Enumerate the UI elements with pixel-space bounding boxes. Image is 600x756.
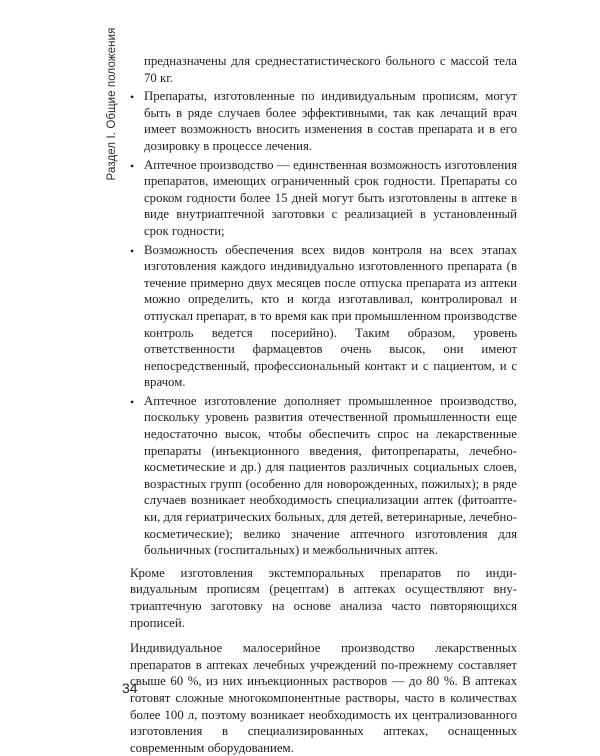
page-body <box>130 53 517 756</box>
paragraph: Индивидуальное малосерийное производство лекарственных препаратов в аптеках лечебных учреждений по-прежнему составляет свыше 60 %, из них инъекционных растворов — до 80 %. В аптеках готовят сложные многокомпонентные растворы, часто в количествах более 100 л, поэтому возникает необходимость их централизованного изготовления в специализированных аптеках, оснащенных современным оборудованием. <box>130 641 517 755</box>
paragraph: Кроме изготовления экстемпоральных препаратов по индивидуальным прописям (рецептам) в аптеках осуществляют внутриаптечную заготовку на основе анализа часто повторяющихся прописей. <box>130 565 517 630</box>
intro-text: предназначены для среднестатистического больного с массой тела 70 кг. <box>144 54 517 85</box>
running-header: Раздел I. Общие положения <box>106 27 118 181</box>
bullet-icon: • <box>130 394 135 409</box>
list-item <box>130 88 517 154</box>
list-item-text: Препараты, изготовленные по индивидуальным прописям, могут быть в ряде случаев более эффективными, так как лечащий врач имеет возможность вносить изменения в состав препарата и в его дозировку в процессе лечения. <box>144 89 517 153</box>
list-item <box>130 157 517 240</box>
list-item <box>130 242 517 391</box>
list-item-text: Возможность обеспечения всех видов контроля на всех этапах изготовления каждого индивидуально изготовленного препарата (в течение примерно двух месяцев после отпуска препарата из аптеки можно определить, кто и когда изготавливал, контролировал и отпускал препарат, в то время как при промышленном производстве контроль ведется посерийно). Таким образом, уровень ответственности фармацевтов очень высок, они имеют непосредственный, профессиональный контакт и с пациентом, и с врачом. <box>144 242 517 390</box>
list-item <box>130 393 517 559</box>
bullet-icon: • <box>130 243 135 258</box>
list-item-text: Аптечное изготовление дополняет промышленное производство, поскольку уровень развития отечественной промышленности еще недостаточно высок, чтобы обеспечить спрос на лекарственные препараты (инъекционного введения, фитопрепараты, лечебно-косметические и др.) для пациентов различных социальных слоев, возрастных групп (особенно для новорожденных, пожилых); в ряде случаев возникает необходимость специализации аптек (фитоаптеки, для гериатрических больных, для детей, ветеринарные, лечебно-косметические); велико значение аптечного изготовления для больничных (госпитальных) и межбольничных аптек. <box>144 393 517 558</box>
advantages-list <box>130 88 517 559</box>
page-number: 34 <box>122 680 138 696</box>
list-item-text: Аптечное производство — единственная возможность изготовления препаратов, имеющих ограниченный срок годности. Препараты со сроком годности более 15 дней могут быть изготовлены в аптеке в виде внутриаптечной заготовки с реализацией в установленный срок годности; <box>144 157 517 238</box>
bullet-icon: • <box>130 158 135 173</box>
bullet-icon: • <box>130 90 135 105</box>
